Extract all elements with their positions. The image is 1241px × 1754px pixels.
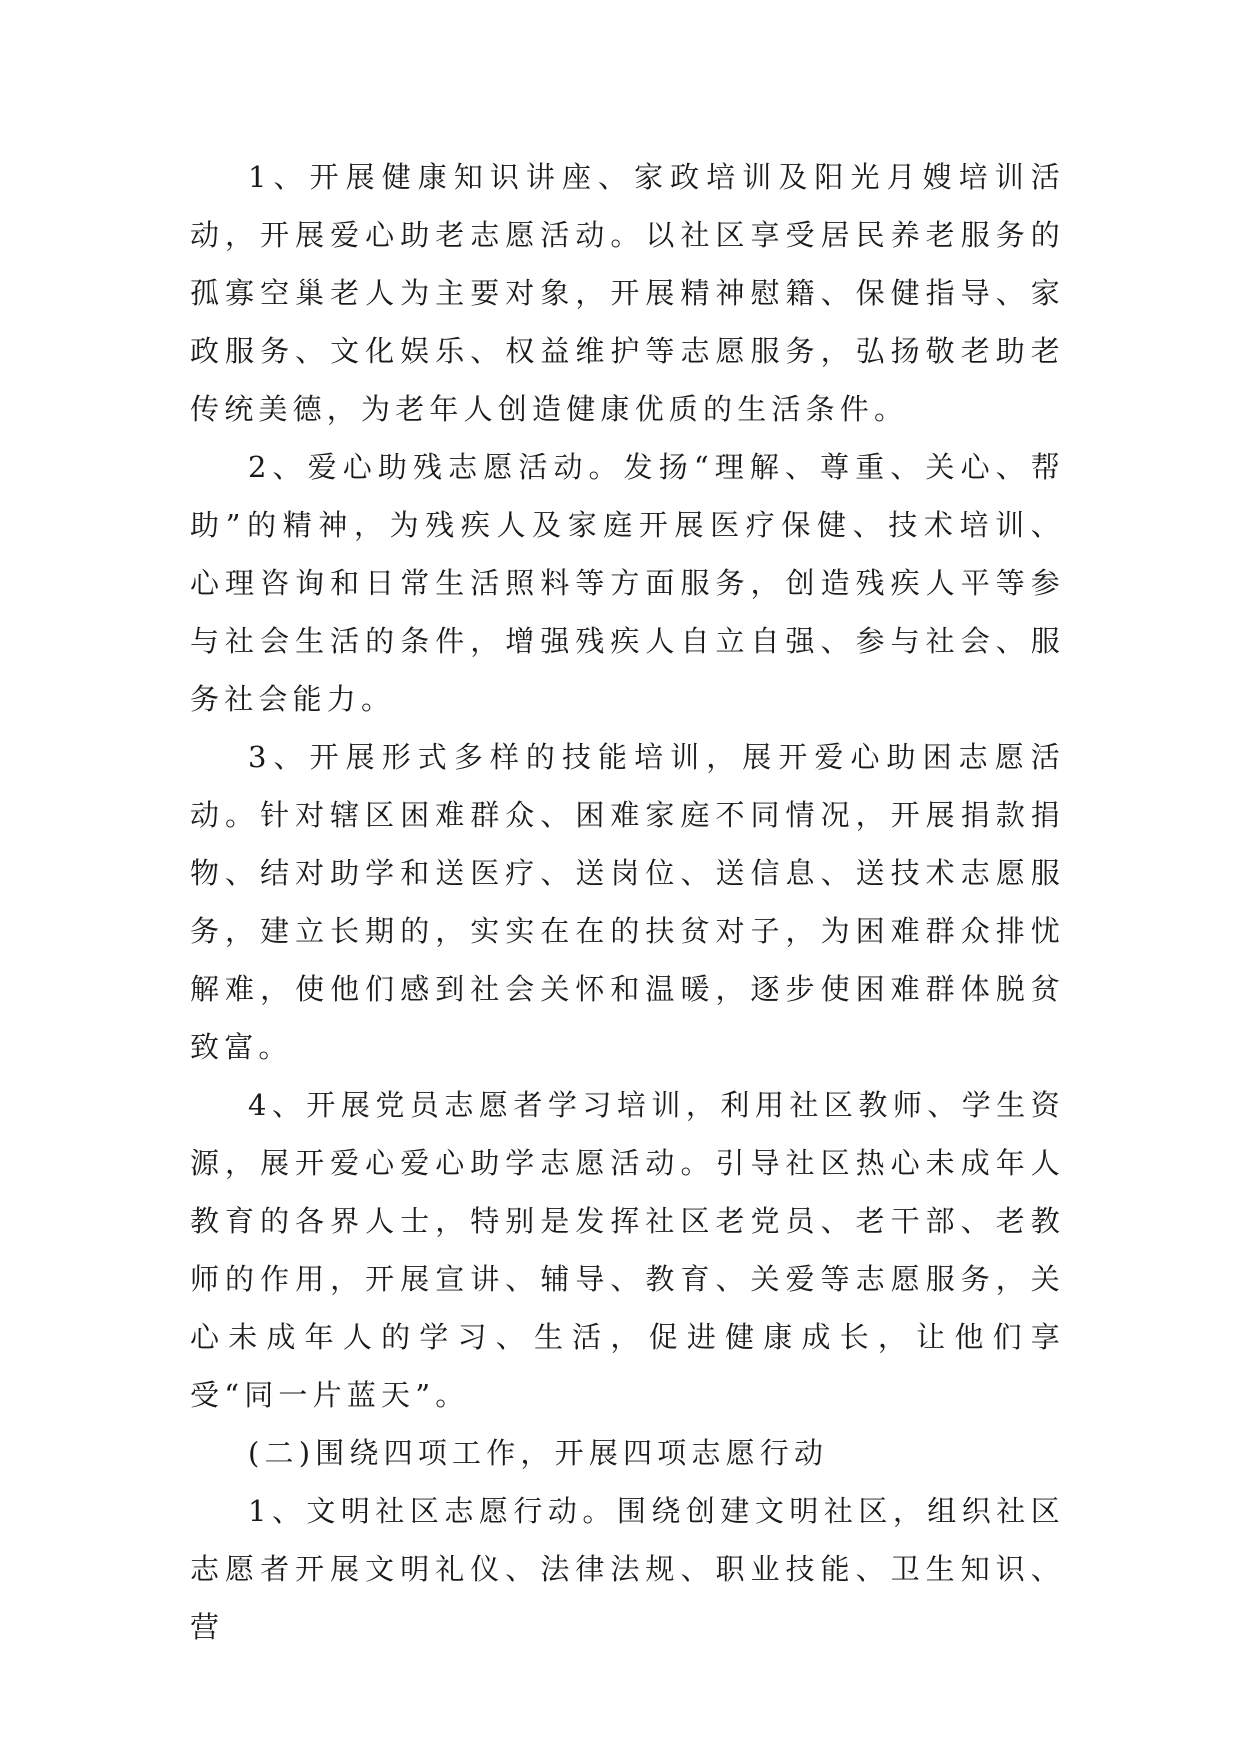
- section-heading: (二)围绕四项工作，开展四项志愿行动: [248, 1436, 829, 1470]
- paragraph-civilized-community: 1、文明社区志愿行动。围绕创建文明社区，组织社区志愿者开展文明礼仪、法律法规、职业技能、卫生知识、营: [190, 1494, 1065, 1644]
- paragraph-elderly-care: 1、开展健康知识讲座、家政培训及阳光月嫂培训活动，开展爱心助老志愿活动。以社区享受居民养老服务的孤寡空巢老人为主要对象，开展精神慰籍、保健指导、家政服务、文化娱乐、权益维护等志愿服务，弘扬敬老助老传统美德，为老年人创造健康优质的生活条件。: [190, 160, 1065, 426]
- paragraph-disability-support: 2、爱心助残志愿活动。发扬“理解、尊重、关心、帮助”的精神，为残疾人及家庭开展医疗保健、技术培训、心理咨询和日常生活照料等方面服务，创造残疾人平等参与社会生活的条件，增强残疾人自立自强、参与社会、服务社会能力。: [190, 450, 1065, 716]
- paragraph-poverty-relief: 3、开展形式多样的技能培训，展开爱心助困志愿活动。针对辖区困难群众、困难家庭不同情况，开展捐款捐物、结对助学和送医疗、送岗位、送信息、送技术志愿服务，建立长期的，实实在在的扶贫对子，为困难群众排忧解难，使他们感到社会关怀和温暖，逐步使困难群体脱贫致富。: [190, 740, 1065, 1064]
- document-page: [190, 148, 1065, 1656]
- paragraph-education-support: 4、开展党员志愿者学习培训，利用社区教师、学生资源，展开爱心爱心助学志愿活动。引导社区热心未成年人教育的各界人士，特别是发挥社区老党员、老干部、老教师的作用，开展宣讲、辅导、教育、关爱等志愿服务，关心未成年人的学习、生活，促进健康成长，让他们享受“同一片蓝天”。: [190, 1088, 1065, 1412]
